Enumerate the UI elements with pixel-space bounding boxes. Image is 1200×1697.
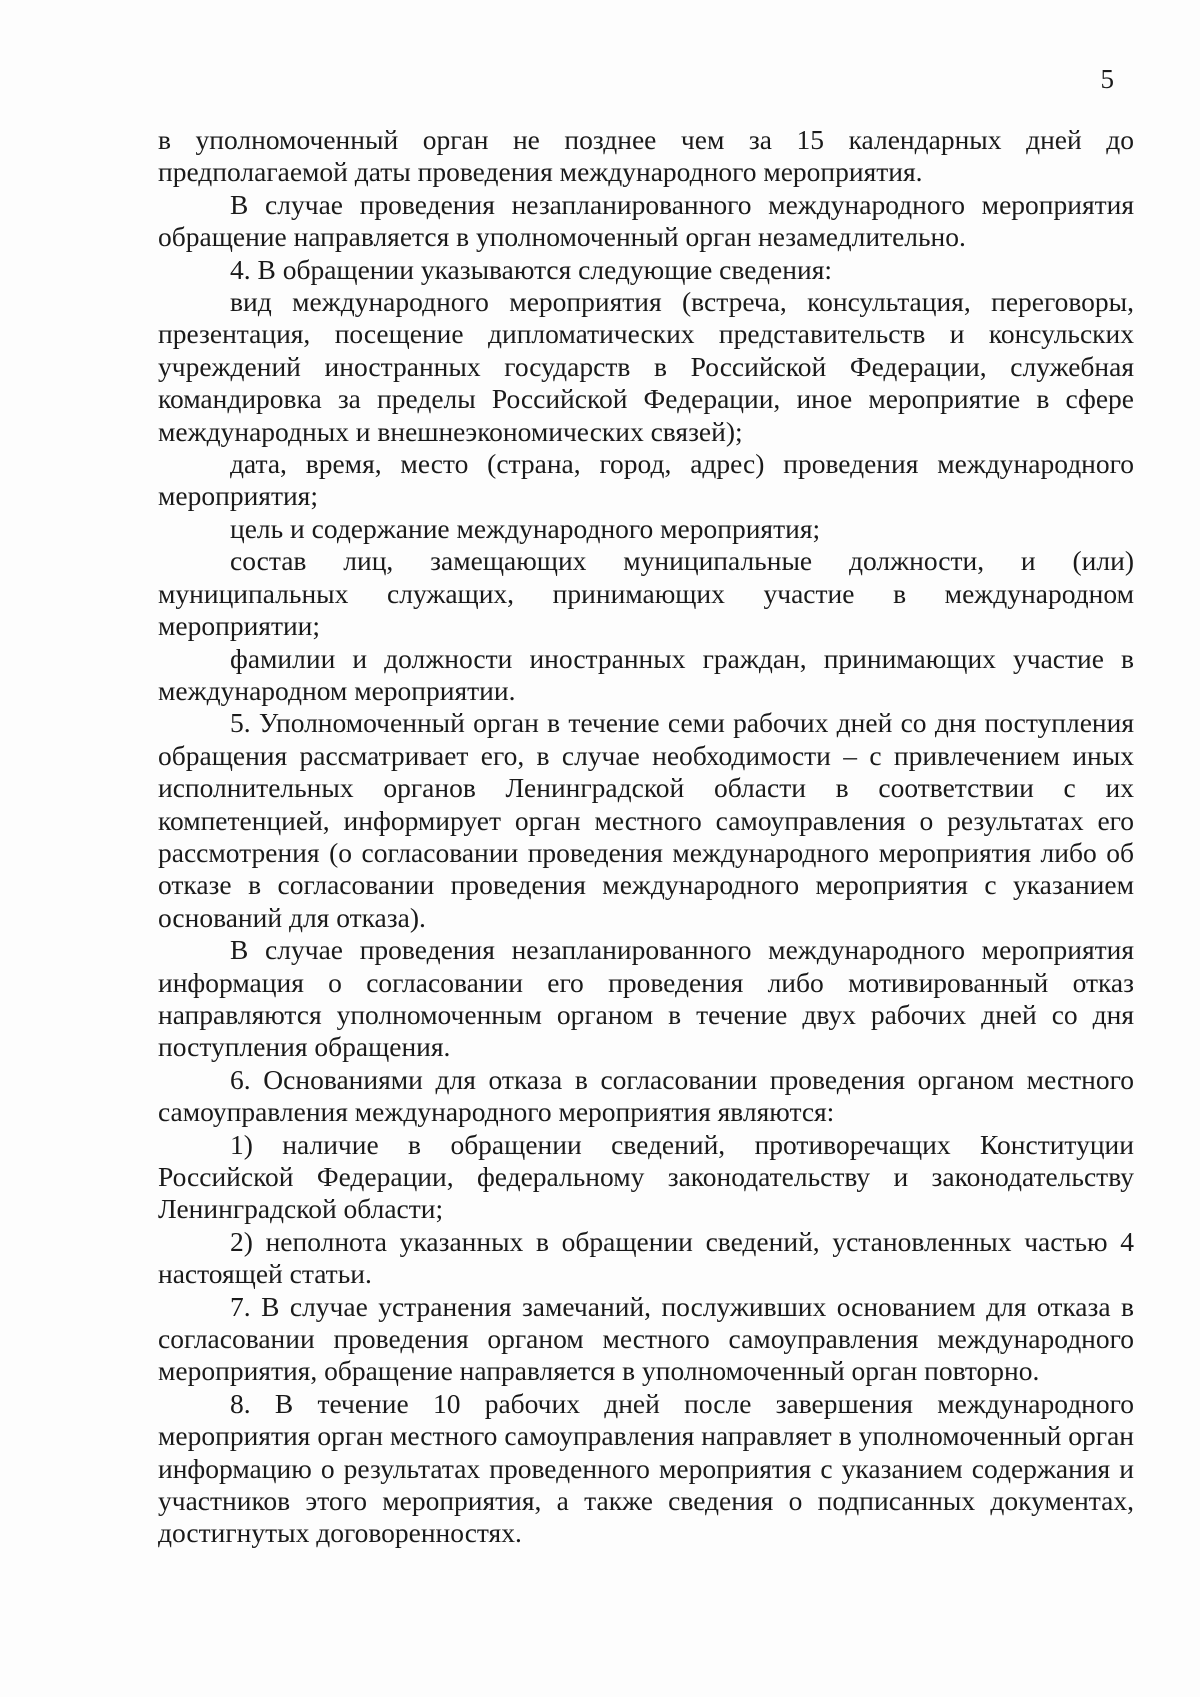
paragraph-event-type: вид международного мероприятия (встреча, консультация, переговоры, презентация, посещение дипломатических представительств и консульских учреждений иностранных государств в Российской Федерации, служебная командировка за пределы Российской Федерации, иное мероприятие в сфере международных и внешнеэкономических связей); [158, 286, 1134, 447]
page-number: 5 [1100, 64, 1114, 94]
paragraph-unplanned-response: В случае проведения незапланированного международного мероприятия информация о согласовании его проведения либо мотивированный отказ направляются уполномоченным органом в течение двух рабочих дней со дня поступления обращения. [158, 934, 1134, 1063]
paragraph-participants: состав лиц, замещающих муниципальные должности, и (или) муниципальных служащих, принимающих участие в международном мероприятии; [158, 545, 1134, 642]
paragraph-section-5: 5. Уполномоченный орган в течение семи рабочих дней со дня поступления обращения рассматривает его, в случае необходимости – с привлечением иных исполнительных органов Ленинградской области в соответствии с их компетенцией, информирует орган местного самоуправления о результатах его рассмотрения (о согласовании проведения международного мероприятия либо об отказе в согласовании проведения международного мероприятия с указанием оснований для отказа). [158, 707, 1134, 933]
paragraph-date-place: дата, время, место (страна, город, адрес) проведения международного мероприятия; [158, 448, 1134, 512]
paragraph-continuation: в уполномоченный орган не позднее чем за 15 календарных дней до предполагаемой даты проведения международного мероприятия. [158, 124, 1134, 188]
paragraph-foreign-citizens: фамилии и должности иностранных граждан, принимающих участие в международном мероприятии. [158, 642, 1134, 706]
paragraph-section-4: 4. В обращении указываются следующие сведения: [230, 253, 832, 285]
paragraph-section-7: 7. В случае устранения замечаний, послуживших основанием для отказа в согласовании проведения органом местного самоуправления международного мероприятия, обращение направляется в уполномоченный орган повторно. [158, 1290, 1134, 1387]
paragraph-refusal-ground-2: 2) неполнота указанных в обращении сведений, установленных частью 4 настоящей статьи. [158, 1225, 1134, 1290]
paragraph-unplanned-event: В случае проведения незапланированного международного мероприятия обращение направляется в уполномоченный орган незамедлительно. [158, 188, 1134, 253]
paragraph-purpose: цель и содержание международного мероприятия; [230, 512, 821, 544]
paragraph-section-6: 6. Основаниями для отказа в согласовании проведения органом местного самоуправления международного мероприятия являются: [158, 1063, 1134, 1128]
paragraph-refusal-ground-1: 1) наличие в обращении сведений, противоречащих Конституции Российской Федерации, федеральному законодательству и законодательству Ленинградской области; [158, 1128, 1134, 1225]
document-body [158, 124, 1134, 1550]
paragraph-section-8: 8. В течение 10 рабочих дней после завершения международного мероприятия орган местного самоуправления направляет в уполномоченный орган информацию о результатах проведенного мероприятия с указанием содержания и участников этого мероприятия, а также сведения о подписанных документах, достигнутых договоренностях. [158, 1387, 1134, 1549]
